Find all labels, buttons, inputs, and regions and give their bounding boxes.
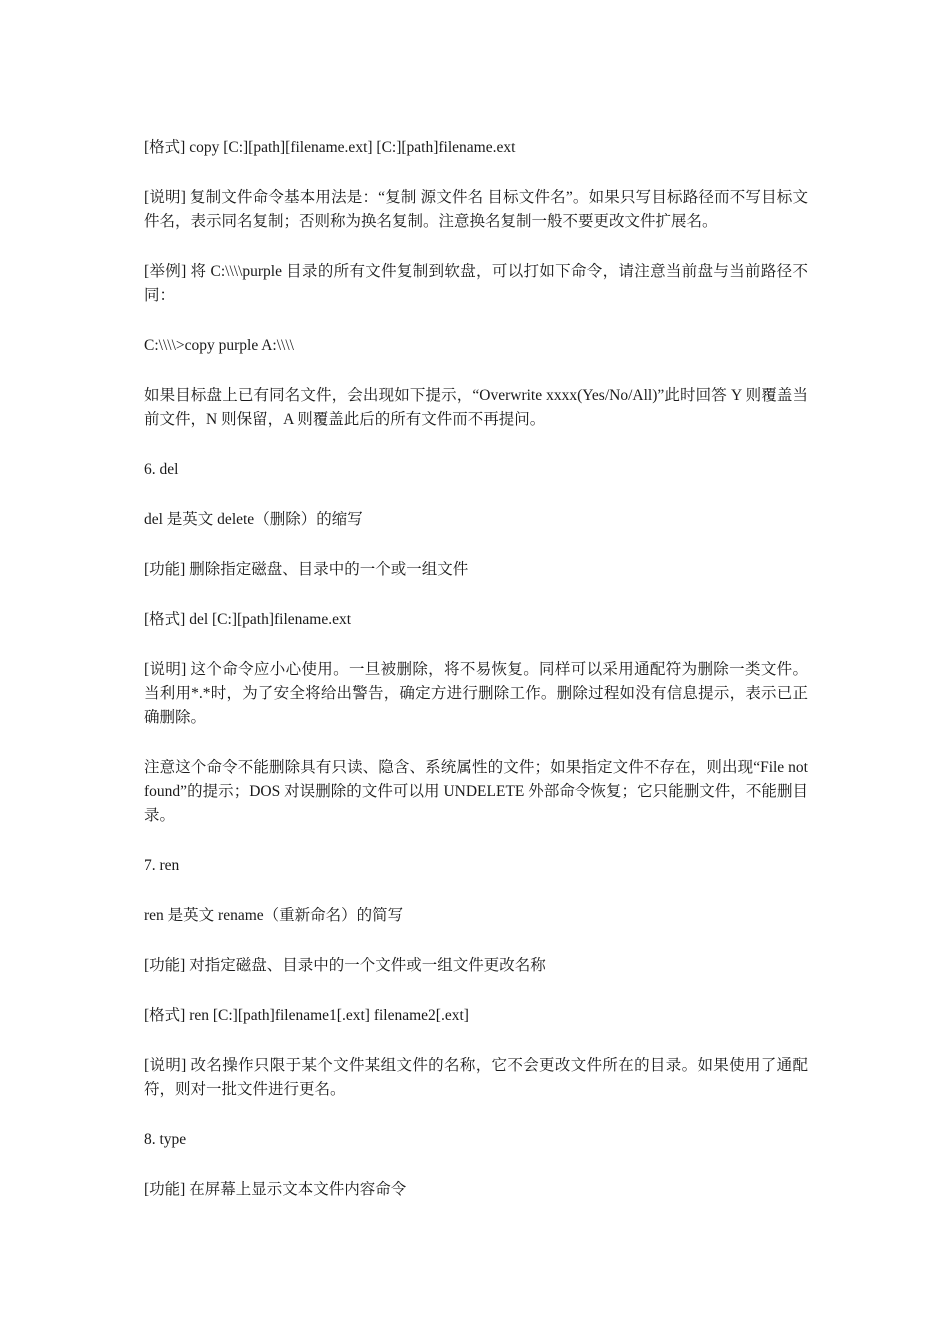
del-description: [说明] 这个命令应小心使用。一旦被删除，将不易恢复。同样可以采用通配符为删除一类文件。当利用*.*时，为了安全将给出警告，确定方进行删除工作。删除过程如没有信息提示，表示已正确删除。 xyxy=(144,661,808,726)
ren-function: [功能] 对指定磁盘、目录中的一个文件或一组文件更改名称 xyxy=(144,957,546,974)
section-heading-ren: 7. ren xyxy=(144,857,180,874)
del-note: 注意这个命令不能删除具有只读、隐含、系统属性的文件；如果指定文件不存在，则出现“File not found”的提示；DOS 对误删除的文件可以用 UNDELETE 外部命令恢复；它只能删文件，不能删目录。 xyxy=(144,759,808,824)
section-heading-del: 6. del xyxy=(144,461,179,478)
del-format: [格式] del [C:][path]filename.ext xyxy=(144,611,352,628)
copy-example-command: C:\\\\>copy purple A:\\\\ xyxy=(144,337,294,354)
type-function: [功能] 在屏幕上显示文本文件内容命令 xyxy=(144,1181,407,1198)
copy-description: [说明] 复制文件命令基本用法是：“复制 源文件名 目标文件名”。如果只写目标路径而不写目标文件名，表示同名复制；否则称为换名复制。注意换名复制一般不要更改文件扩展名。 xyxy=(144,189,808,230)
document-page xyxy=(144,136,808,1228)
ren-intro: ren 是英文 rename（重新命名）的简写 xyxy=(144,907,404,924)
ren-description: [说明] 改名操作只限于某个文件某组文件的名称，它不会更改文件所在的目录。如果使用了通配符，则对一批文件进行更名。 xyxy=(144,1057,808,1098)
del-function: [功能] 删除指定磁盘、目录中的一个或一组文件 xyxy=(144,561,469,578)
copy-format: [格式] copy [C:][path][filename.ext] [C:][path]filename.ext xyxy=(144,139,516,156)
copy-overwrite-note: 如果目标盘上已有同名文件，会出现如下提示，“Overwrite xxxx(Yes/No/All)”此时回答 Y 则覆盖当前文件，N 则保留，A 则覆盖此后的所有文件而不再提问。 xyxy=(144,387,808,428)
del-intro: del 是英文 delete（删除）的缩写 xyxy=(144,511,363,528)
copy-example: [举例] 将 C:\\\\purple 目录的所有文件复制到软盘，可以打如下命令，请注意当前盘与当前路径不同： xyxy=(144,263,808,304)
section-heading-type: 8. type xyxy=(144,1131,187,1148)
ren-format: [格式] ren [C:][path]filename1[.ext] filename2[.ext] xyxy=(144,1007,469,1024)
